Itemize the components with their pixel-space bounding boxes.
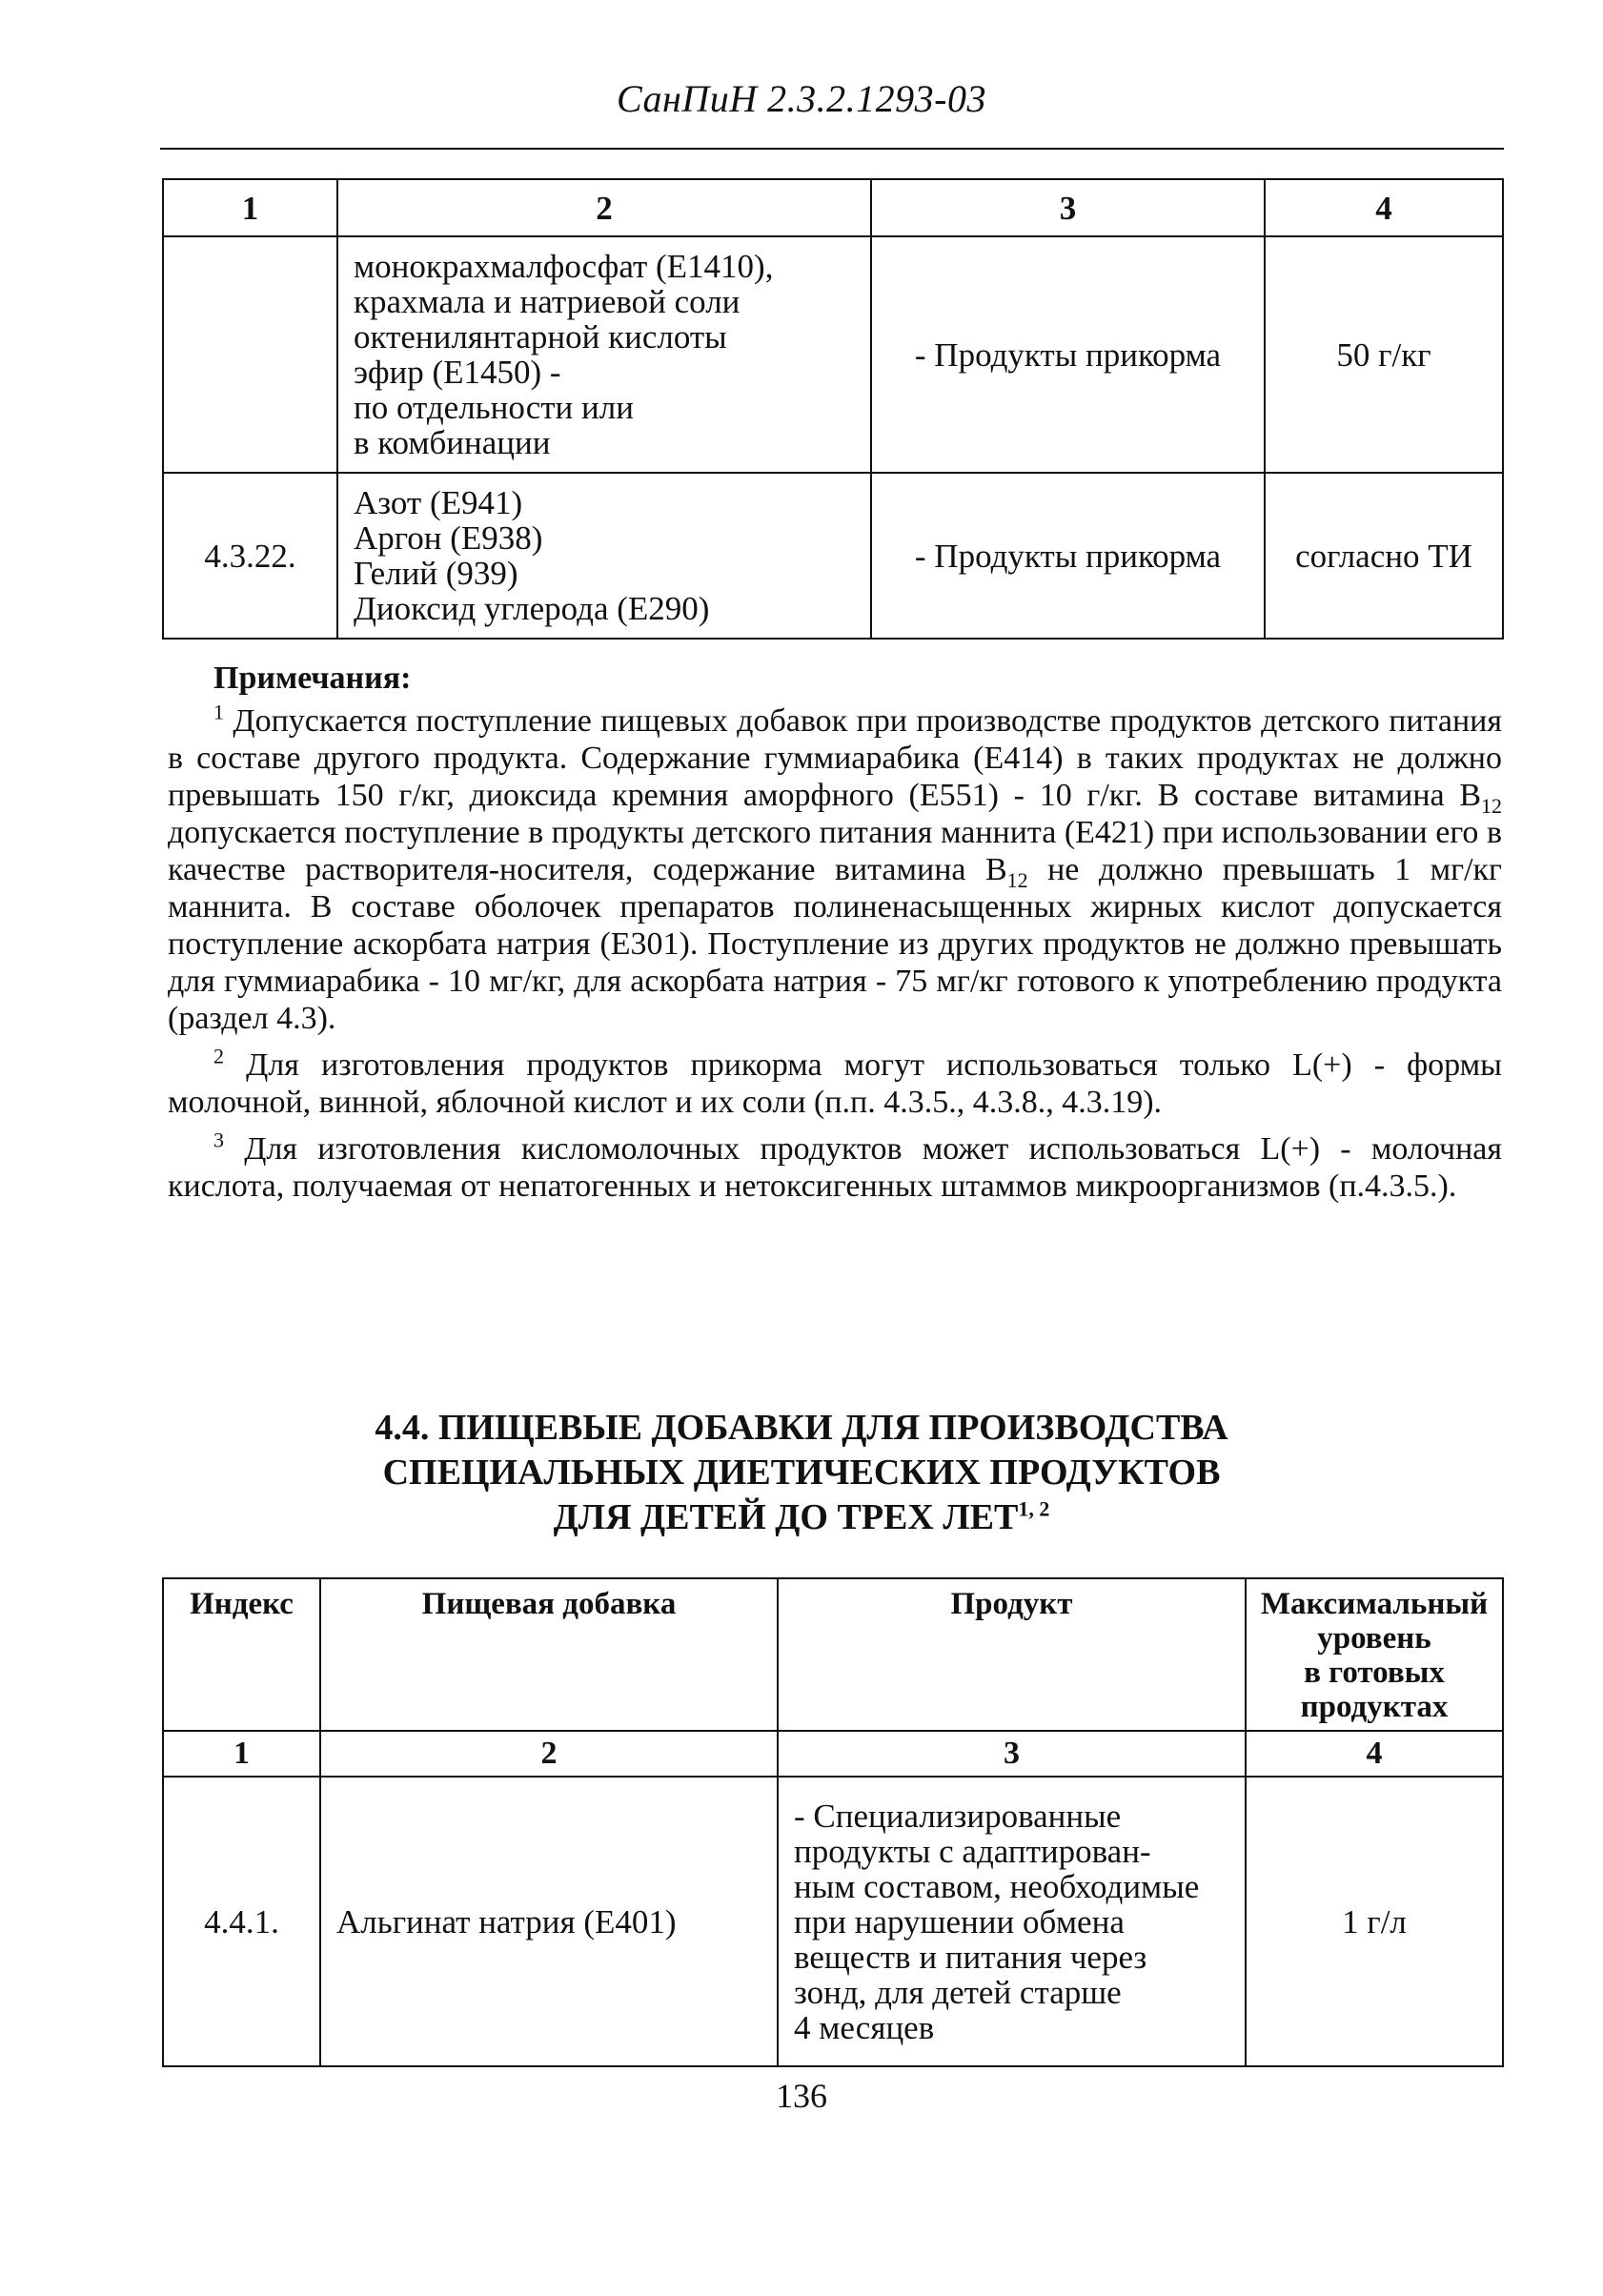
row-index: 4.3.22. [163, 473, 337, 639]
additive-line: октенилянтарной кислоты [354, 318, 727, 356]
table-row [163, 236, 1503, 473]
subscript: 12 [1481, 793, 1502, 818]
additive-line: Гелий (939) [354, 555, 518, 592]
product-line: ным составом, необходимые [794, 1867, 1200, 1905]
row-additive: Альгинат натрия (Е401) [320, 1777, 778, 2066]
product-line: - Специализированные [794, 1797, 1122, 1835]
additive-line: Аргон (Е938) [354, 519, 543, 557]
footnote-mark: 1, 2 [1018, 1496, 1050, 1521]
notes-title: Примечания: [213, 660, 412, 696]
note-text: Для изготовления продуктов прикорма могут использоваться только L(+) - формы молочной, винной, яблочной кислот и их соли (п.п. 4.3.5., 4.3.8., 4.3.19). [168, 1047, 1502, 1120]
section-heading-line: 4.4. ПИЩЕВЫЕ ДОБАВКИ ДЛЯ ПРОИЗВОДСТВА [375, 1408, 1228, 1448]
footnote-mark: 2 [213, 1044, 224, 1068]
additive-line: эфир (Е1450) - [354, 354, 561, 391]
col-number-1: 1 [163, 179, 337, 236]
row-index [163, 236, 337, 473]
header-max-level [1246, 1578, 1503, 1731]
product-line: 4 месяцев [794, 2008, 935, 2046]
table-row [163, 473, 1503, 639]
additive-line: в комбинации [354, 424, 551, 461]
note-2 [168, 1046, 1502, 1121]
row-level: согласно ТИ [1265, 473, 1503, 639]
section-heading-line: СПЕЦИАЛЬНЫХ ДИЕТИЧЕСКИХ ПРОДУКТОВ [382, 1453, 1221, 1493]
header-line: Максимальный [1260, 1587, 1489, 1621]
header-index: Индекс [163, 1578, 320, 1731]
product-line: продукты с адаптирован- [794, 1832, 1151, 1870]
product-line: веществ и питания через [794, 1938, 1147, 1976]
row-additive [337, 236, 871, 473]
header-rule [160, 148, 1504, 150]
product-line: при нарушении обмена [794, 1902, 1125, 1940]
row-product [778, 1777, 1246, 2066]
table-row [163, 1777, 1503, 2066]
row-index: 4.4.1. [163, 1777, 320, 2066]
note-1 [168, 702, 1502, 1037]
note-text: Для изготовления кисломолочных продуктов может использоваться L(+) - молочная кислота, получаемая от непатогенных и нетоксигенных штаммов микроорганизмов (п.4.3.5.). [168, 1131, 1502, 1204]
page-header: СанПиН 2.3.2.1293-03 [617, 77, 986, 120]
header-product: Продукт [778, 1578, 1246, 1731]
row-additive [337, 473, 871, 639]
note-text: Допускается поступление пищевых добавок при производстве продуктов детского питания в составе другого продукта. Содержание гуммиарабика (Е414) в таких продуктах не должно превышать 150 г/кг, диоксида кремния аморфного (Е551) - 10 г/кг. В составе витамина В [168, 703, 1502, 813]
column-number-row [163, 179, 1503, 236]
header-row [163, 1578, 1503, 1731]
additive-line: по отдельности или [354, 389, 634, 426]
col-number-4: 4 [1246, 1731, 1503, 1777]
row-level: 1 г/л [1246, 1777, 1503, 2066]
header-additive: Пищевая добавка [320, 1578, 778, 1731]
col-number-3: 3 [871, 179, 1265, 236]
section-heading [0, 1406, 1603, 1540]
product-line: зонд, для детей старше [794, 1973, 1122, 2011]
row-level: 50 г/кг [1265, 236, 1503, 473]
header-line: продуктах [1300, 1690, 1449, 1724]
row-product: - Продукты прикорма [871, 473, 1265, 639]
header-line: уровень [1317, 1621, 1431, 1656]
col-number-2: 2 [320, 1731, 778, 1777]
col-number-4: 4 [1265, 179, 1503, 236]
additive-line: крахмала и натриевой соли [354, 283, 741, 320]
subscript: 12 [1006, 867, 1028, 892]
row-product: - Продукты прикорма [871, 236, 1265, 473]
additive-line: Азот (Е941) [354, 484, 523, 521]
section-heading-text: ДЛЯ ДЕТЕЙ ДО ТРЕХ ЛЕТ [553, 1497, 1019, 1537]
page-number: 136 [776, 2077, 827, 2115]
column-number-row [163, 1731, 1503, 1777]
header-line: в готовых [1304, 1656, 1445, 1690]
note-text: допускается поступление в продукты детского питания маннита (Е421) при использовании его в качестве растворителя-носителя, содержание витамина В [168, 815, 1502, 887]
col-number-1: 1 [163, 1731, 320, 1777]
footnote-mark: 3 [213, 1128, 224, 1152]
section-heading-line-3 [0, 1495, 1603, 1540]
col-number-2: 2 [337, 179, 871, 236]
notes-section [168, 660, 1502, 1214]
additive-line: монокрахмалфосфат (Е1410), [354, 248, 774, 285]
footnote-mark: 1 [213, 700, 224, 724]
col-number-3: 3 [778, 1731, 1246, 1777]
additives-table-continued [162, 178, 1504, 640]
dietary-additives-table [162, 1577, 1504, 2067]
additive-line: Диоксид углерода (Е290) [354, 590, 710, 627]
note-3 [168, 1130, 1502, 1205]
note-text: не должно превышать 1 мг/кг маннита. В составе оболочек препаратов полиненасыщенных жирных кислот допускается поступление аскорбата натрия (Е301). Поступление из других продуктов не должно превышать для гуммиарабика - 10 мг/кг, для аскорбата натрия - 75 мг/кг готового к употреблению продукта (раздел 4.3). [168, 852, 1502, 1036]
